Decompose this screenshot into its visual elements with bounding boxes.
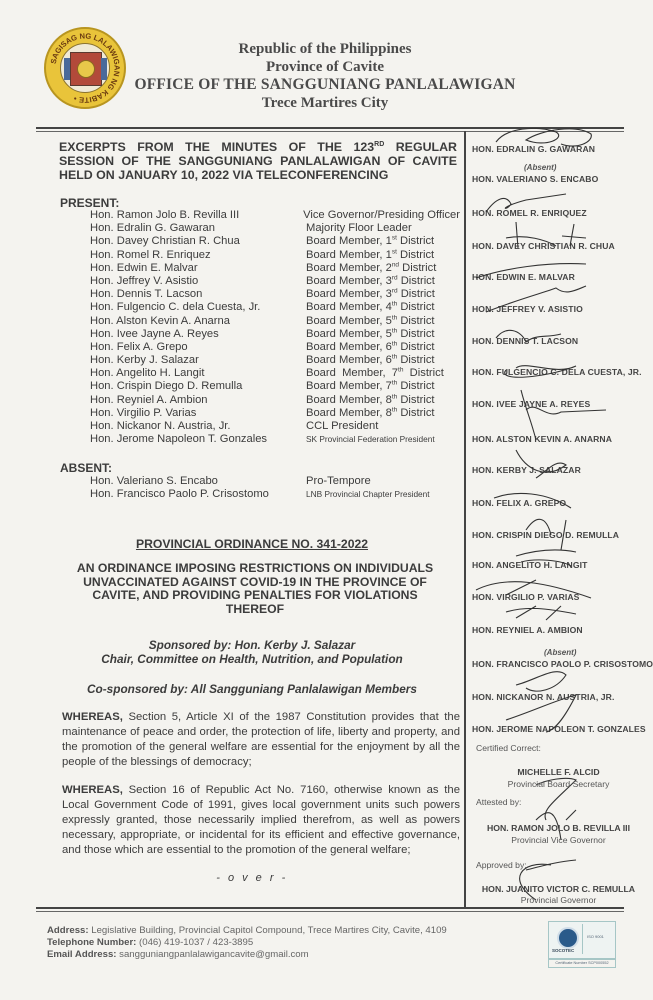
member-name: Hon. Fulgencio C. dela Cuesta, Jr. [90, 301, 261, 314]
member-name: Hon. Virgilio P. Varias [90, 406, 197, 419]
footer-divider-thin [36, 911, 624, 912]
attested-by-label: Attested by: [476, 797, 522, 807]
member-role: Board Member, 6th District [306, 340, 435, 353]
member-role: Vice Governor/Presiding Officer [303, 209, 460, 221]
member-role: CCL President [306, 420, 379, 432]
signatory-name: HON. REYNIEL A. AMBION [472, 625, 583, 635]
member-name: Hon. Edwin E. Malvar [90, 261, 198, 274]
signatory-name: HON. EDRALIN G. GAWARAN [472, 144, 596, 154]
vice-governor-name: HON. RAMON JOLO B. REVILLA III [486, 823, 631, 833]
member-role: Board Member, 8th District [306, 406, 435, 419]
minutes-title-line-1: EXCERPTS FROM THE MINUTES OF THE 123RD REGULAR [59, 140, 457, 155]
roster-row [90, 249, 460, 262]
letterhead-province: Province of Cavite [265, 59, 385, 75]
certified-correct-label: Certified Correct: [476, 743, 541, 753]
roster-row [90, 275, 460, 288]
member-role: Board Member, 1st District [306, 234, 435, 248]
roster-row [90, 341, 460, 354]
roster-row [90, 222, 460, 235]
member-name: Hon. Alston Kevin A. Anarna [90, 314, 230, 327]
header-divider-thin [36, 131, 624, 132]
certificate-number: Certificate Number SCP000552 [548, 959, 616, 968]
roster-row [90, 354, 460, 367]
socotec-logo-icon [557, 927, 579, 949]
absent-roster [90, 475, 460, 501]
member-name: Hon. Edralin G. Gawaran [90, 222, 215, 235]
roster-row [90, 235, 460, 248]
signatory-name: HON. VIRGILIO P. VARIAS [472, 592, 580, 602]
member-role: Board Member, 3rd District [306, 287, 435, 301]
governor-title: Provincial Governor [520, 895, 597, 905]
roster-row [90, 367, 460, 380]
minutes-title-line-3: HELD ON JANUARY 10, 2022 VIA TELECONFERENCING [59, 168, 389, 183]
governor-name: HON. JUANITO VICTOR C. REMULLA [481, 884, 636, 894]
member-name: Hon. Nickanor N. Austria, Jr. [90, 420, 231, 432]
board-secretary-title: Provincial Board Secretary [507, 779, 610, 789]
roster-row [90, 420, 460, 433]
member-name: Hon. Dennis T. Lacson [90, 288, 203, 301]
seal-figure-left-icon [64, 58, 70, 80]
roster-row [90, 488, 460, 501]
ordinance-title-line: UNVACCINATED AGAINST COVID-19 IN THE PROVINCE OF [83, 574, 427, 589]
signatory-name: HON. KERBY J. SALAZAR [472, 465, 581, 475]
signatory-name: HON. ROMEL R. ENRIQUEZ [472, 208, 587, 218]
member-role: Pro-Tempore [306, 475, 371, 487]
member-name: Hon. Reyniel A. Ambion [90, 393, 208, 406]
member-role: Board Member, 5th District [306, 326, 435, 340]
signatory-name: HON. FULGENCIO C. DELA CUESTA, JR. [472, 367, 642, 377]
member-name: Hon. Ramon Jolo B. Revilla III [90, 209, 240, 221]
member-name: Hon. Francisco Paolo P. Crisostomo [90, 488, 269, 501]
letterhead-city: Trece Martires City [261, 95, 389, 111]
signatory-name: HON. JEFFREY V. ASISTIO [472, 304, 583, 314]
signatory-name: HON. FRANCISCO PAOLO P. CRISOSTOMO [472, 659, 653, 669]
column-divider [464, 131, 466, 908]
ordinance-title-line: AN ORDINANCE IMPOSING RESTRICTIONS ON INDIVIDUALS [76, 561, 434, 575]
roster-row [90, 475, 460, 488]
roster-row [90, 262, 460, 275]
svg-text:SAGISAG NG LALAWIGAN NG KABITE: SAGISAG NG LALAWIGAN NG KABITE • [48, 31, 122, 105]
signatory-name: HON. ALSTON KEVIN A. ANARNA [472, 434, 613, 444]
footer-address: Address: Legislative Building, Provincial Capitol Compound, Trece Martires City, Cavite, 4109 [47, 925, 447, 936]
signatory-name: HON. DAVEY CHRISTIAN R. CHUA [472, 241, 615, 251]
member-role: Board Member, 7th District [306, 379, 435, 393]
member-role: SK Provincial Federation President [306, 434, 435, 445]
board-secretary-name: MICHELLE F. ALCID [517, 767, 600, 777]
member-role: Board Member, 4th District [306, 300, 435, 314]
iso-standard: ISO 9001 [587, 934, 604, 939]
member-name: Hon. Angelito H. Langit [90, 367, 205, 380]
socotec-label: SOCOTEC [552, 948, 575, 953]
minutes-title-line-2: SESSION OF THE SANGGUNIANG PANLALAWIGAN OF CAVITE [59, 154, 457, 169]
signatory-name: HON. JEROME NAPOLEON T. GONZALES [472, 724, 646, 734]
member-name: Hon. Davey Christian R. Chua [90, 235, 240, 248]
footer-email: Email Address: sangguniangpanlalawigancavite@gmail.com [47, 948, 309, 960]
roster-row [90, 433, 460, 446]
signatory-name: HON. DENNIS T. LACSON [472, 336, 579, 346]
cosponsored-by: Co-sponsored by: All Sangguniang Panlalawigan Members [87, 682, 417, 696]
member-name: Hon. Felix A. Grepo [90, 340, 188, 353]
ordinance-title-line: THEREOF [225, 601, 285, 616]
member-role: Board Member, 6th District [306, 353, 435, 367]
badge-divider [582, 924, 583, 954]
contact-footer [47, 925, 447, 960]
seal-figure-right-icon [101, 58, 107, 80]
approved-by-label: Approved by: [476, 860, 527, 870]
member-name: Hon. Kerby J. Salazar [90, 354, 199, 367]
seal-sun-icon [77, 60, 95, 78]
member-name: Hon. Valeriano S. Encabo [90, 475, 218, 487]
signatory-name: HON. FELIX A. GREPO [472, 498, 567, 508]
letterhead-office: OFFICE OF THE SANGGUNIANG PANLALAWIGAN [134, 76, 516, 93]
member-role: Board Member, 1st District [306, 247, 435, 261]
ordinance-title-line: CAVITE, AND PROVIDING PENALTIES FOR VIOLATIONS [92, 588, 418, 603]
absent-label: ABSENT: [60, 461, 113, 475]
ordinance-title [56, 562, 454, 616]
over-marker: - o v e r - [216, 872, 288, 884]
provincial-seal-logo [44, 27, 126, 109]
header-divider [36, 127, 624, 129]
roster-row [90, 328, 460, 341]
seal-center [60, 43, 110, 93]
absent-note: (Absent) [524, 163, 557, 172]
member-name: Hon. Jeffrey V. Asistio [90, 274, 199, 287]
signatory-name: HON. NICKANOR N. AUSTRIA, JR. [472, 692, 615, 702]
whereas-clause-1: WHEREAS, Section 5, Article XI of the 1987 Constitution provides that the maintenance of peace and order, the protection of life, liberty and property, and the promotion of the general welfare are essential for the enjoyment by all the people of the blessings of democracy; [62, 711, 460, 768]
vice-governor-title: Provincial Vice Governor [511, 835, 606, 845]
roster-row [90, 301, 460, 314]
sponsor-chair: Chair, Committee on Health, Nutrition, and Population [101, 652, 403, 666]
signatory-name: HON. CRISPIN DIEGO D. REMULLA [472, 530, 620, 540]
signatory-name: HON. VALERIANO S. ENCABO [472, 174, 599, 184]
signatory-name: HON. ANGELITO H. LANGIT [472, 560, 588, 570]
roster-row [90, 380, 460, 393]
minutes-title [59, 138, 457, 182]
member-name: Hon. Romel R. Enriquez [90, 248, 211, 261]
roster-row [90, 209, 460, 222]
member-role: Board Member, 3rd District [306, 274, 435, 287]
sponsored-by: Sponsored by: Hon. Kerby J. Salazar [148, 638, 356, 652]
ordinance-number: PROVINCIAL ORDINANCE NO. 341-2022 [135, 537, 369, 551]
member-role: Board Member, 7th District [306, 366, 444, 380]
roster-row [90, 394, 460, 407]
footer-divider [36, 907, 624, 909]
present-label: PRESENT: [60, 196, 120, 210]
roster-row [90, 288, 460, 301]
member-name: Hon. Crispin Diego D. Remulla [90, 380, 243, 393]
absent-note: (Absent) [544, 648, 577, 657]
roster-row [90, 407, 460, 420]
roster-row [90, 315, 460, 328]
letterhead-republic: Republic of the Philippines [238, 41, 412, 57]
present-roster [90, 209, 460, 446]
member-role: LNB Provincial Chapter President [306, 489, 430, 500]
signatory-name: HON. IVEE JAYNE A. REYES [472, 399, 591, 409]
letterhead [130, 40, 520, 112]
member-role: Board Member, 8th District [306, 392, 435, 406]
sponsor-block [40, 638, 464, 666]
member-role: Majority Floor Leader [306, 222, 412, 235]
member-role: Board Member, 2nd District [306, 261, 437, 274]
iso-certification-badge [548, 921, 616, 959]
member-name: Hon. Jerome Napoleon T. Gonzales [90, 433, 268, 446]
member-role: Board Member, 5th District [306, 313, 435, 327]
signatory-name: HON. EDWIN E. MALVAR [472, 272, 575, 282]
whereas-clause-2: WHEREAS, Section 16 of Republic Act No. 7160, otherwise known as the Local Government Code of 1991, gives local government units such powers expressly granted, those necessarily implied therefrom, as well as powers necessary, appropriate, or incidental for its efficient and effective governance, and those which are essential to the promotion of the general welfare; [62, 784, 460, 856]
member-name: Hon. Ivee Jayne A. Reyes [90, 327, 219, 340]
footer-telephone: Telephone Number: (046) 419-1037 / 423-3895 [47, 936, 254, 948]
